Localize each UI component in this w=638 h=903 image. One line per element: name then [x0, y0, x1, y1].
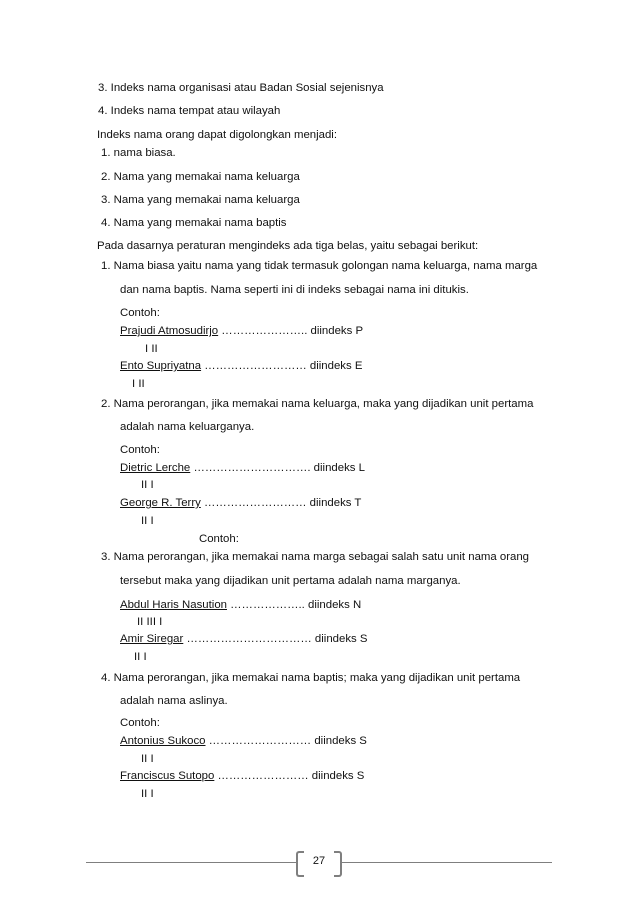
- example-result: ……………………… diindeks E: [201, 360, 363, 372]
- paragraph-text: adalah nama aslinya.: [120, 695, 228, 707]
- example-label: Contoh:: [120, 444, 160, 456]
- example-name: Prajudi Atmosudirjo: [120, 325, 219, 337]
- example-label: Contoh:: [120, 717, 160, 729]
- list-item: 1. nama biasa.: [101, 147, 176, 159]
- example-name: Franciscus Sutopo: [120, 770, 215, 782]
- unit-marker: II I: [134, 651, 147, 663]
- example-line: [120, 324, 363, 338]
- example-line: [120, 496, 361, 510]
- example-name: Antonius Sukoco: [120, 735, 206, 747]
- paragraph-text: adalah nama keluarganya.: [120, 421, 255, 433]
- example-result: …………………… diindeks S: [214, 770, 365, 782]
- paragraph-text: tersebut maka yang dijadikan unit pertama adalah nama marganya.: [120, 575, 461, 587]
- footer-rule-left: [86, 862, 298, 863]
- example-line: [120, 359, 362, 373]
- list-item: 2. Nama perorangan, jika memakai nama keluarga, maka yang dijadikan unit pertama: [101, 398, 534, 410]
- example-name: George R. Terry: [120, 497, 201, 509]
- paragraph-text: dan nama baptis. Nama seperti ini di indeks sebagai nama ini ditukis.: [120, 284, 469, 296]
- list-item: 3. Nama perorangan, jika memakai nama marga sebagai salah satu unit nama orang: [101, 551, 530, 563]
- example-result: ………………….. diindeks P: [218, 325, 364, 337]
- unit-marker: I II: [132, 378, 145, 390]
- example-line: [120, 769, 364, 783]
- example-label: Contoh:: [120, 307, 160, 319]
- example-line: [120, 461, 365, 475]
- footer-rule-right: [342, 862, 552, 863]
- unit-marker: I II: [145, 343, 158, 355]
- example-line: [120, 598, 361, 612]
- list-item: 4. Indeks nama tempat atau wilayah: [98, 105, 281, 117]
- example-name: Amir Siregar: [120, 633, 184, 645]
- example-name: Dietric Lerche: [120, 462, 191, 474]
- example-result: ……………………… diindeks T: [200, 497, 362, 509]
- example-line: [120, 734, 367, 748]
- paragraph-text: Indeks nama orang dapat digolongkan menjadi:: [97, 129, 338, 141]
- list-item: 4. Nama yang memakai nama baptis: [101, 217, 287, 229]
- unit-marker: II I: [141, 753, 154, 765]
- paragraph-text: Pada dasarnya peraturan mengindeks ada tiga belas, yaitu sebagai berikut:: [97, 240, 479, 252]
- example-name: Ento Supriyatna: [120, 360, 202, 372]
- example-result: …………………………. diindeks L: [190, 462, 365, 474]
- footer-bracket-left: [296, 851, 304, 877]
- footer-bracket-right: [334, 851, 342, 877]
- list-item: 3. Nama yang memakai nama keluarga: [101, 194, 300, 206]
- unit-marker: II I: [141, 515, 154, 527]
- example-label: Contoh:: [199, 533, 239, 545]
- unit-marker: II I: [141, 479, 154, 491]
- example-result: …………………………… diindeks S: [183, 633, 368, 645]
- example-name: Abdul Haris Nasution: [120, 599, 227, 611]
- page-number: 27: [312, 855, 326, 867]
- example-result: ……………………… diindeks S: [205, 735, 367, 747]
- list-item: 2. Nama yang memakai nama keluarga: [101, 171, 300, 183]
- example-line: [120, 632, 367, 646]
- list-item: 1. Nama biasa yaitu nama yang tidak termasuk golongan nama keluarga, nama marga: [101, 260, 538, 272]
- list-item: 3. Indeks nama organisasi atau Badan Sosial sejenisnya: [98, 82, 384, 94]
- list-item: 4. Nama perorangan, jika memakai nama baptis; maka yang dijadikan unit pertama: [101, 672, 521, 684]
- unit-marker: II III I: [137, 616, 163, 628]
- example-result: ……………….. diindeks N: [227, 599, 362, 611]
- unit-marker: II I: [141, 788, 154, 800]
